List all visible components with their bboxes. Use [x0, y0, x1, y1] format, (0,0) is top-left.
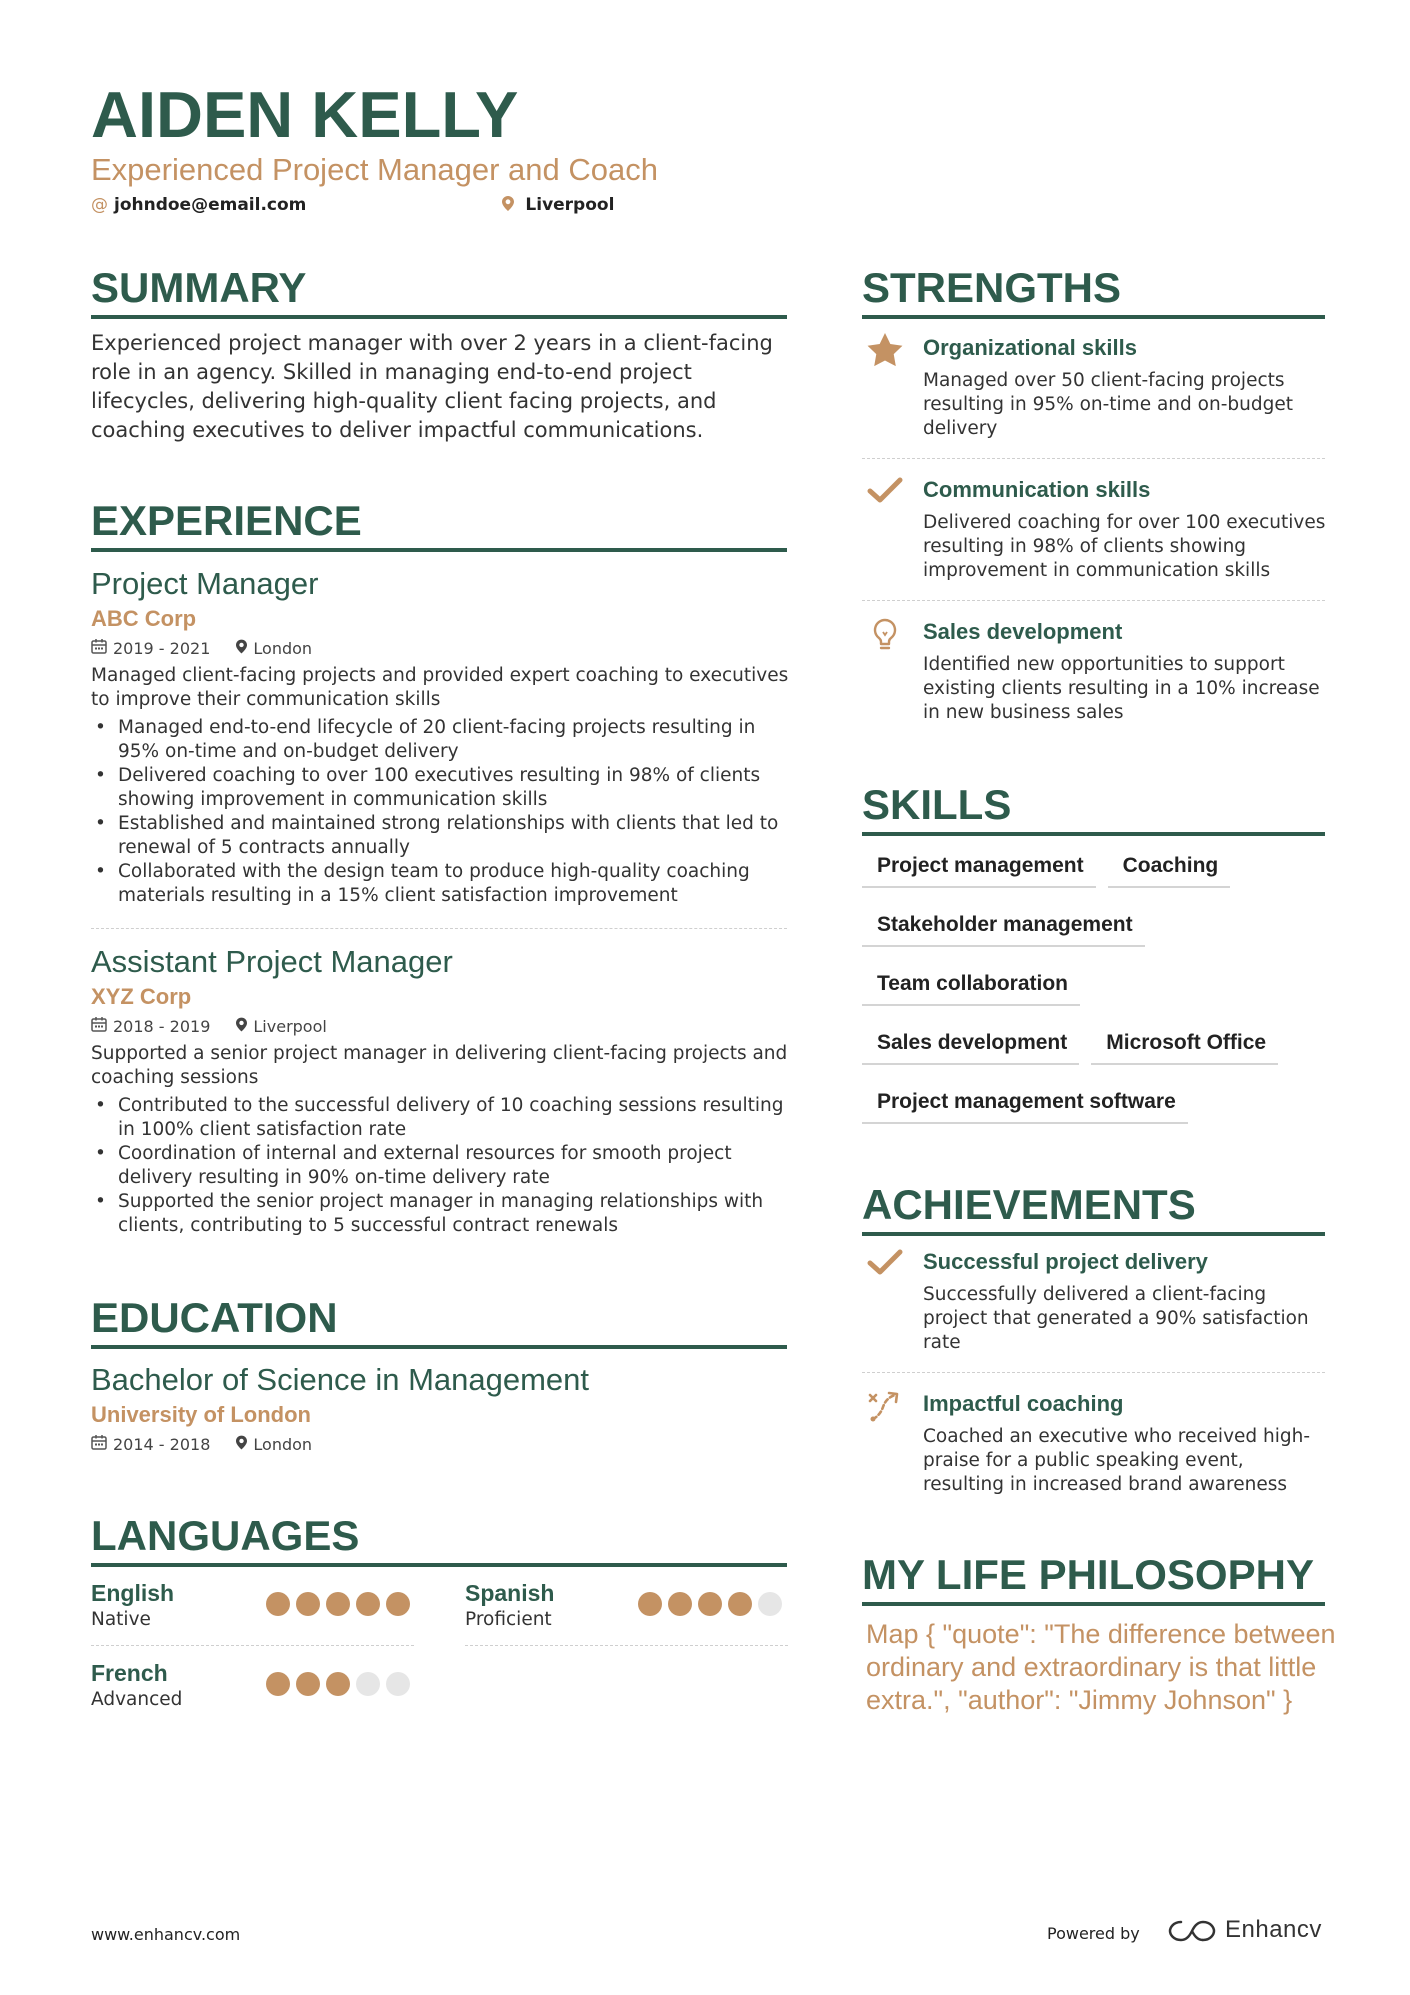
language-item [91, 1579, 411, 1633]
skills-list [862, 848, 1325, 1143]
rating-dot-filled [266, 1672, 290, 1696]
bullet-item: • Managed end-to-end lifecycle of 20 client-facing projects resulting in 95% on-time and on-budget delivery [91, 716, 791, 764]
job-location: Liverpool [253, 1016, 327, 1036]
degree-title: Bachelor of Science in Management [91, 1362, 590, 1397]
rating-dot-filled [698, 1592, 722, 1616]
star-icon [867, 333, 903, 369]
calendar-icon [91, 637, 107, 661]
rating-dot-filled [296, 1672, 320, 1696]
strength-title: Organizational skills [923, 335, 1137, 360]
location-pin-icon [236, 1015, 247, 1039]
location-text: Liverpool [525, 195, 615, 215]
skills-row [862, 966, 1325, 1006]
job-description: Managed client-facing projects and provided expert coaching to executives to improve their communication skills [91, 664, 789, 710]
rating-dot-filled [296, 1592, 320, 1616]
language-rating [638, 1592, 782, 1616]
skill-tag: Team collaboration [862, 966, 1080, 1006]
skills-row [862, 1025, 1325, 1065]
language-name: English [91, 1580, 175, 1606]
language-level: Proficient [465, 1609, 552, 1630]
job-location: London [253, 638, 313, 658]
divider [465, 1645, 788, 1646]
calendar-icon [91, 1433, 107, 1457]
bullet-item: • Supported the senior project manager in managing relationships with clients, contributing to 5 successful contract renewals [91, 1190, 791, 1238]
job-company: ABC Corp [91, 606, 197, 631]
rating-dot-empty [386, 1672, 410, 1696]
language-name: Spanish [465, 1580, 555, 1606]
skill-tag: Coaching [1108, 848, 1231, 888]
achievement-title: Successful project delivery [923, 1249, 1208, 1274]
bullet-item: • Contributed to the successful delivery of 10 coaching sessions resulting in 100% client satisfaction rate [91, 1094, 791, 1142]
candidate-name: AIDEN KELLY [91, 78, 519, 151]
skill-tag: Sales development [862, 1025, 1079, 1065]
skills-row [862, 848, 1325, 888]
language-level: Advanced [91, 1689, 183, 1710]
skills-heading: SKILLS [862, 780, 1325, 836]
achievement-description: Coached an executive who received high-praise for a public speaking event, resulting in increased brand awareness [923, 1426, 1311, 1495]
calendar-icon [91, 1015, 107, 1039]
powered-by-label: Powered by [1047, 1924, 1140, 1943]
language-rating [266, 1672, 410, 1696]
achievement-description: Successfully delivered a client-facing project that generated a 90% satisfaction rate [923, 1284, 1309, 1353]
rating-dot-empty [356, 1672, 380, 1696]
rating-dot-filled [668, 1592, 692, 1616]
strength-title: Communication skills [923, 477, 1151, 502]
language-item [91, 1659, 411, 1713]
job-company: XYZ Corp [91, 984, 192, 1009]
job-meta [91, 1014, 791, 1039]
enhancv-logo-icon [1167, 1916, 1203, 1946]
checkmark-icon [867, 475, 903, 511]
job-title: Project Manager [91, 566, 319, 601]
achievement-item [862, 1247, 1325, 1357]
job-dates: 2018 - 2019 [113, 1016, 211, 1036]
job-description: Supported a senior project manager in delivering client-facing projects and coaching sessions [91, 1042, 788, 1088]
achievements-heading: ACHIEVEMENTS [862, 1180, 1325, 1236]
contact-location [502, 193, 614, 217]
summary-text: Experienced project manager with over 2 years in a client-facing role in an agency. Skilled in managing end-to-end project lifecycles, delivering high-quality client facing projects, and coaching executives to deliver impactful communications. [91, 331, 773, 442]
divider [91, 1645, 414, 1646]
achievement-item [862, 1389, 1325, 1499]
strength-description: Managed over 50 client-facing projects resulting in 95% on-time and on-budget delivery [923, 370, 1293, 439]
skill-tag: Microsoft Office [1091, 1025, 1278, 1065]
skills-row [862, 1084, 1325, 1124]
language-level: Native [91, 1609, 151, 1630]
skill-tag: Stakeholder management [862, 907, 1145, 947]
skill-tag: Project management software [862, 1084, 1188, 1124]
rating-dot-filled [356, 1592, 380, 1616]
strength-item [862, 475, 1325, 585]
rating-dot-filled [728, 1592, 752, 1616]
job-bullets [91, 1094, 791, 1238]
divider [862, 600, 1325, 601]
achievement-title: Impactful coaching [923, 1391, 1124, 1416]
strength-description: Delivered coaching for over 100 executives resulting in 98% of clients showing improvement in communication skills [923, 512, 1326, 581]
skills-row [862, 907, 1325, 947]
school-name: University of London [91, 1402, 311, 1427]
language-rating [266, 1592, 410, 1616]
strength-item [862, 617, 1325, 727]
contact-email[interactable] [91, 193, 306, 217]
job-title: Assistant Project Manager [91, 944, 453, 979]
at-icon: @ [91, 195, 108, 215]
summary-heading: SUMMARY [91, 263, 787, 319]
strengths-heading: STRENGTHS [862, 263, 1325, 319]
footer-brand: Enhancv [1225, 1916, 1322, 1943]
lightbulb-icon [867, 617, 903, 653]
divider [862, 458, 1325, 459]
checkmark-icon [867, 1247, 903, 1283]
location-pin-icon [236, 1433, 247, 1457]
rating-dot-filled [326, 1592, 350, 1616]
strategy-icon [867, 1389, 903, 1425]
skill-tag: Project management [862, 848, 1096, 888]
strength-title: Sales development [923, 619, 1123, 644]
philosophy-heading: MY LIFE PHILOSOPHY [862, 1550, 1325, 1606]
location-pin-icon [236, 637, 247, 661]
rating-dot-filled [638, 1592, 662, 1616]
divider [91, 928, 787, 929]
job-bullets [91, 716, 791, 908]
bullet-item: • Collaborated with the design team to produce high-quality coaching materials resulting in a 15% client satisfaction improvement [91, 860, 791, 908]
education-entry [91, 1360, 791, 1457]
location-pin-icon [502, 195, 519, 215]
languages-heading: LANGUAGES [91, 1511, 787, 1567]
bullet-item: • Coordination of internal and external resources for smooth project delivery resulting in 90% on-time delivery rate [91, 1142, 791, 1190]
education-location: London [253, 1434, 313, 1454]
rating-dot-filled [266, 1592, 290, 1616]
job-meta [91, 636, 791, 661]
rating-dot-empty [758, 1592, 782, 1616]
candidate-title: Experienced Project Manager and Coach [91, 152, 658, 187]
education-dates: 2014 - 2018 [113, 1434, 211, 1454]
language-name: French [91, 1660, 168, 1686]
philosophy-quote: Map { "quote": "The difference between ordinary and extraordinary is that little extra.", "author": "Jimmy Johnson" } [866, 1619, 1336, 1715]
rating-dot-filled [386, 1592, 410, 1616]
job-dates: 2019 - 2021 [113, 638, 211, 658]
footer-url[interactable]: www.enhancv.com [91, 1925, 241, 1944]
strength-item [862, 333, 1325, 443]
strength-description: Identified new opportunities to support existing clients resulting in a 10% increase in new business sales [923, 654, 1320, 723]
bullet-item: • Delivered coaching to over 100 executives resulting in 98% of clients showing improvement in communication skills [91, 764, 791, 812]
job-entry [91, 564, 791, 908]
education-meta [91, 1432, 791, 1457]
language-item [465, 1579, 785, 1633]
divider [862, 1372, 1325, 1373]
experience-heading: EXPERIENCE [91, 496, 787, 552]
bullet-item: • Established and maintained strong relationships with clients that led to renewal of 5 contracts annually [91, 812, 791, 860]
job-entry [91, 942, 791, 1238]
rating-dot-filled [326, 1672, 350, 1696]
email-text: johndoe@email.com [114, 195, 307, 215]
education-heading: EDUCATION [91, 1293, 787, 1349]
